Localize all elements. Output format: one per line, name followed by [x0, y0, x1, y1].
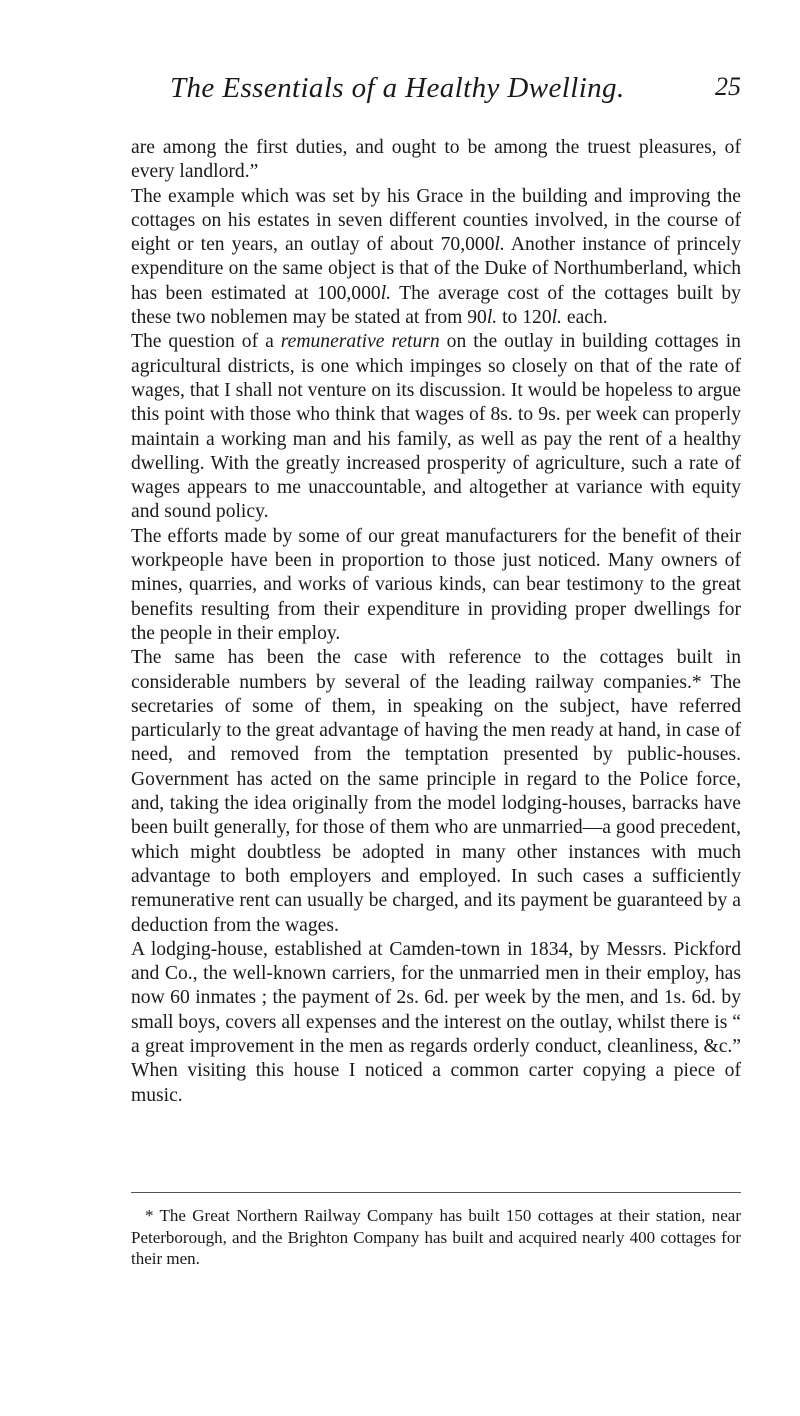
running-title: The Essentials of a Healthy Dwelling. — [170, 72, 625, 104]
text-run: The same has been the case with reference to the cottages built in considerable numbers by several of the leading railway companies.* The secretaries of some of them, in speaking on the subject, have referred particularly to the great advantage of having the men ready at hand, in case of need, and removed from the temptation presented by public-houses. Government has acted on the same principle in regard to the Police force, and, taking the idea originally from the model lodging-houses, barracks have been built generally, for those of them who are unmarried—a good precedent, which might doubtless be adopted in many other instances with much advantage to both employers and employed. In such cases a sufficiently remunerative rent can usually be charged, and its payment be guaranteed by a deduction from the wages. — [131, 647, 741, 936]
text-run: The efforts made by some of our great manufacturers for the benefit of their workpeople have been in proportion to those just noticed. Many owners of mines, quarries, and works of various kinds, can bear testimony to the great benefits resulting from their expenditure in providing proper dwellings for the people in their employ. — [131, 525, 741, 644]
text-run: The average cost of the cottages built by these two noblemen may be stated at from 90 — [131, 282, 741, 329]
paragraph — [131, 136, 741, 185]
paragraph — [131, 938, 741, 1108]
pound-abbrev: l. — [494, 234, 505, 256]
text-run: each. — [561, 307, 608, 329]
footnote — [131, 1205, 741, 1270]
text-run: on the outlay in building cottages in agricultural districts, is one which impinges so closely on that of the rate of wages, that I shall not venture on its discussion. It would be hopeless to argue this point with those who think that wages of 8s. to 9s. per week can properly maintain a working man and his family, as well as pay the rent of a healthy dwelling. With the greatly increased prosperity of agriculture, such a rate of wages appears to me unaccountable, and altogether at variance with equity and sound policy. — [131, 331, 741, 523]
paragraph — [131, 185, 741, 331]
text-run: The question of a — [131, 331, 281, 353]
footnote-rule — [131, 1192, 741, 1193]
text-run: The example which was set by his Grace in the building and improving the cottages on his estates in seven different counties involved, in the course of eight or ten years, an outlay of about 70,000 — [131, 185, 741, 256]
page-header — [0, 72, 800, 112]
pound-abbrev: l. — [551, 307, 562, 329]
paragraph — [131, 525, 741, 646]
pound-abbrev: l. — [380, 282, 392, 304]
body-text — [131, 136, 741, 1108]
text-run: A lodging-house, established at Camden-town in 1834, by Messrs. Pickford and Co., the well-known carriers, for the unmarried men in their employ, has now 60 inmates ; the payment of 2s. 6d. per week by the men, and 1s. 6d. by small boys, covers all expenses and the interest on the outlay, whilst there is “ a great improvement in the men as regards orderly conduct, cleanliness, &c.” When visiting this house I noticed a common carter copying a piece of music. — [131, 938, 741, 1106]
pound-abbrev: l. — [486, 307, 498, 329]
page-number: 25 — [715, 72, 741, 101]
text-run: are among the first duties, and ought to be among the truest pleasures, of every landlord.” — [131, 137, 741, 183]
emphasis: remunerative return — [280, 331, 440, 353]
text-run: Another instance of princely expenditure on the same object is that of the Duke of Northumberland, which has been estimated at 100,000 — [131, 234, 741, 304]
footnote-text: * The Great Northern Railway Company has built 150 cottages at their station, near Peterborough, and the Brighton Company has built and acquired nearly 400 cottages for their men. — [131, 1206, 741, 1268]
paragraph — [131, 330, 741, 524]
paragraph — [131, 646, 741, 938]
text-run: to 120 — [497, 307, 552, 329]
